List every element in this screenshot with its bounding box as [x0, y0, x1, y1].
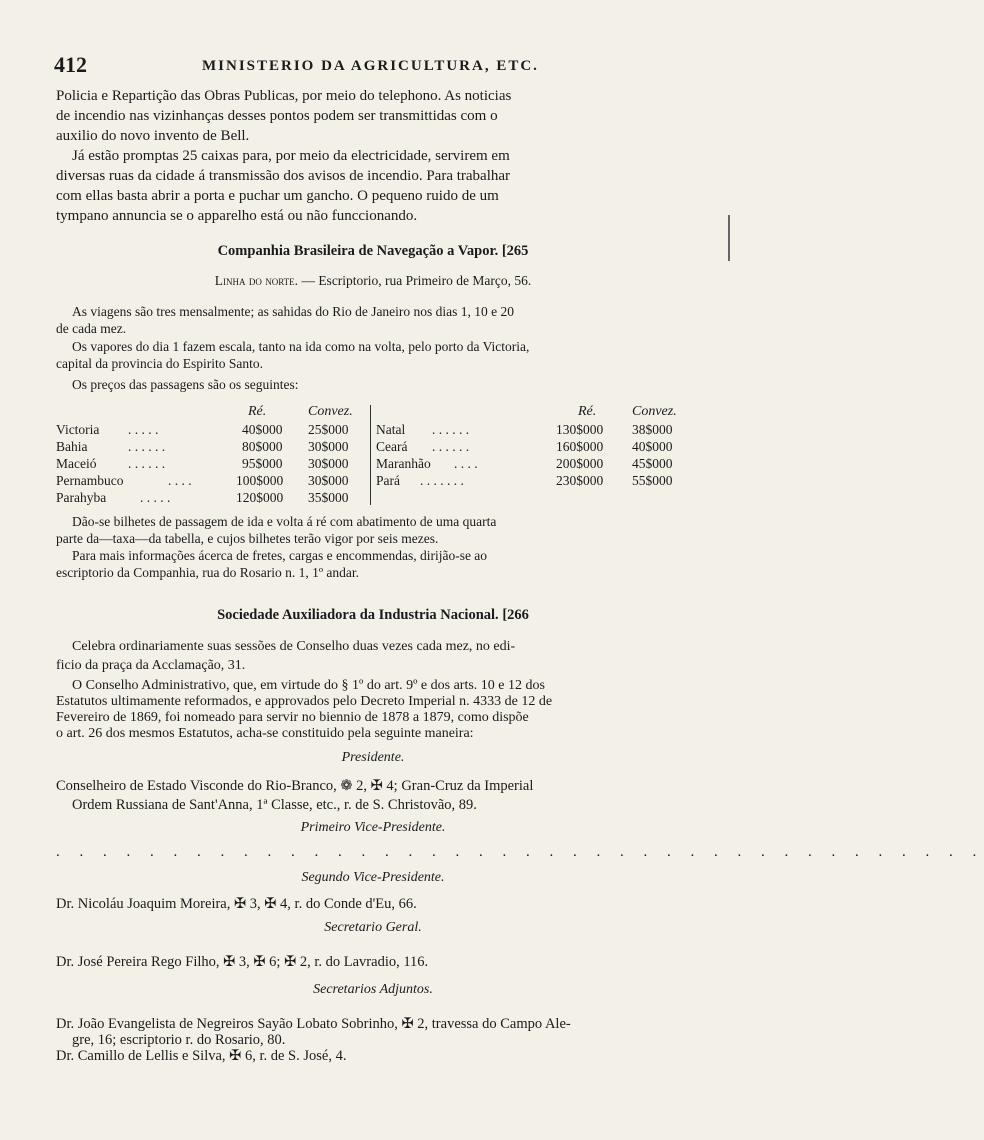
- intro-line: com ellas basta abrir a porta e puchar um gancho. O pequeno ruido de um: [56, 188, 499, 204]
- fare-convez: 30$000: [308, 439, 349, 454]
- port-name: Ceará: [376, 439, 408, 454]
- officer-role: Secretario Geral.: [324, 920, 422, 935]
- officer-line: Dr. Nicoláu Joaquim Moreira, ✠ 3, ✠ 4, r. do Conde d'Eu, 66.: [56, 896, 417, 912]
- port-name: Victoria: [56, 422, 100, 437]
- section-265-title: Companhia Brasileira de Navegação a Vapor.: [217, 243, 499, 259]
- subtitle-rest: — Escriptorio, rua Primeiro de Março, 56.: [301, 273, 532, 288]
- fares-table: [0, 421, 746, 506]
- fare-convez: 30$000: [308, 473, 349, 488]
- port-name: Natal: [376, 422, 406, 437]
- officer-role: Presidente.: [341, 750, 405, 765]
- section-265-number: [265: [501, 243, 529, 259]
- fare-re: 230$000: [556, 473, 604, 488]
- paragraph-line: ficio da praça da Acclamação, 31.: [56, 658, 246, 673]
- table-divider: [370, 405, 371, 505]
- officer-line: Conselheiro de Estado Visconde do Rio-Branco, ❁ 2, ✠ 4; Gran-Cruz da Imperial: [56, 778, 534, 794]
- section-265-heading: [0, 243, 746, 260]
- note-line: parte da—taxa—da tabella, e cujos bilhetes terão vigor por seis mezes.: [56, 531, 439, 546]
- table-row: Parahyba . . . . . 120$000 35$000: [56, 490, 349, 505]
- fare-re: 160$000: [556, 439, 604, 454]
- officer-line: Dr. Camillo de Lellis e Silva, ✠ 6, r. de S. José, 4.: [56, 1048, 347, 1064]
- note-line: Dão-se bilhetes de passagem de ida e volta á ré com abatimento de uma quarta: [72, 514, 497, 529]
- col-re-right: Ré.: [578, 404, 597, 419]
- paragraph-line: Fevereiro de 1869, foi nomeado para servir no biennio de 1878 a 1879, como dispõe: [56, 710, 529, 725]
- paragraph-line: Os vapores do dia 1 fazem escala, tanto na ida como na volta, pelo porto da Victoria,: [72, 339, 530, 354]
- paragraph-line: Celebra ordinariamente suas sessões de Conselho duas vezes cada mez, no edi-: [72, 639, 516, 654]
- intro-line: de incendio nas vizinhanças desses pontos podem ser transmittidas com o: [56, 108, 498, 124]
- paragraph-line: o art. 26 dos mesmos Estatutos, acha-se constituido pela seguinte maneira:: [56, 726, 474, 741]
- table-row: Pernambuco . . . . 100$000 30$000 Pará . . . . . . . 230$000 55$000: [56, 473, 673, 488]
- paragraph-line: Os preços das passagens são os seguintes:: [72, 377, 299, 392]
- section-266-number: [266: [502, 607, 529, 623]
- note-line: escriptorio da Companhia, rua do Rosario n. 1, 1º andar.: [56, 565, 359, 580]
- officer-line: Ordem Russiana de Sant'Anna, 1ª Classe, etc., r. de S. Christovão, 89.: [72, 797, 477, 813]
- running-title: MINISTERIO DA AGRICULTURA, ETC.: [202, 58, 539, 74]
- fare-re: 100$000: [236, 473, 284, 488]
- intro-line: Já estão promptas 25 caixas para, por meio da electricidade, servirem em: [72, 148, 510, 164]
- fare-convez: 30$000: [308, 456, 349, 471]
- port-name: Bahia: [56, 439, 88, 454]
- table-row: Bahia . . . . . . 80$000 30$000 Ceará . . . . . . 160$000 40$000: [56, 439, 673, 454]
- table-row: Maceió . . . . . . 95$000 30$000 Maranhão . . . . 200$000 45$000: [56, 456, 673, 471]
- officer-line: Dr. José Pereira Rego Filho, ✠ 3, ✠ 6; ✠ 2, r. do Lavradio, 116.: [56, 954, 429, 970]
- subtitle-caps: Linha do norte.: [214, 273, 299, 288]
- fare-convez: 55$000: [632, 473, 673, 488]
- fare-convez: 38$000: [632, 422, 673, 437]
- port-name: Maceió: [56, 456, 97, 471]
- paragraph-line: de cada mez.: [56, 321, 127, 336]
- section-266-heading: [0, 607, 746, 624]
- port-name: Maranhão: [376, 456, 431, 471]
- port-name: Pará: [376, 473, 400, 488]
- dotted-leader: . . . . . . . . . . . . . . . . . . . . . . . . . . . . . . . . . . . . . . . .: [56, 844, 984, 860]
- fare-convez: 25$000: [308, 422, 349, 437]
- col-convez-right: Convez.: [632, 404, 677, 419]
- fare-convez: 40$000: [632, 439, 673, 454]
- fare-re: 200$000: [556, 456, 604, 471]
- fare-convez: 35$000: [308, 490, 349, 505]
- fare-re: 120$000: [236, 490, 284, 505]
- col-re-left: Ré.: [248, 404, 267, 419]
- fare-re: 130$000: [556, 422, 604, 437]
- section-266-title: Sociedade Auxiliadora da Industria Nacional.: [217, 607, 499, 623]
- fare-re: 80$000: [242, 439, 283, 454]
- officer-role: Segundo Vice-Presidente.: [301, 870, 445, 885]
- page-header: [54, 52, 694, 82]
- officer-line: gre, 16; escriptorio r. do Rosario, 80.: [72, 1032, 286, 1048]
- col-convez-left: Convez.: [308, 404, 353, 419]
- officer-role: Secretarios Adjuntos.: [313, 982, 433, 997]
- fare-re: 40$000: [242, 422, 283, 437]
- intro-line: tympano annuncia se o apparelho está ou não funccionando.: [56, 208, 418, 224]
- port-name: Parahyba: [56, 490, 107, 505]
- table-row: Victoria . . . . . 40$000 25$000 Natal . . . . . . 130$000 38$000: [56, 422, 673, 437]
- page-number: 412: [54, 52, 87, 77]
- intro-line: Policia e Repartição das Obras Publicas, por meio do telephono. As noticias: [56, 88, 512, 104]
- officer-line: Dr. João Evangelista de Negreiros Sayão Lobato Sobrinho, ✠ 2, travessa do Campo Ale-: [56, 1016, 571, 1032]
- fare-re: 95$000: [242, 456, 283, 471]
- paragraph-line: O Conselho Administrativo, que, em virtude do § 1º do art. 9º e dos arts. 10 e 12 dos: [72, 678, 545, 693]
- officer-role: Primeiro Vice-Presidente.: [300, 820, 446, 835]
- intro-line: diversas ruas da cidade á transmissão dos avisos de incendio. Para trabalhar: [56, 168, 511, 184]
- intro-line: auxilio do novo invento de Bell.: [56, 128, 250, 144]
- paragraph-line: capital da provincia do Espirito Santo.: [56, 356, 263, 371]
- note-line: Para mais informações ácerca de fretes, cargas e encommendas, dirijão-se ao: [72, 548, 488, 563]
- fare-convez: 45$000: [632, 456, 673, 471]
- paragraph-line: As viagens são tres mensalmente; as sahidas do Rio de Janeiro nos dias 1, 10 e 20: [72, 304, 515, 319]
- section-265-subtitle: [0, 272, 746, 289]
- paragraph-line: Estatutos ultimamente reformados, e approvados pelo Decreto Imperial n. 4333 de 12 de: [56, 694, 553, 709]
- port-name: Pernambuco: [56, 473, 124, 488]
